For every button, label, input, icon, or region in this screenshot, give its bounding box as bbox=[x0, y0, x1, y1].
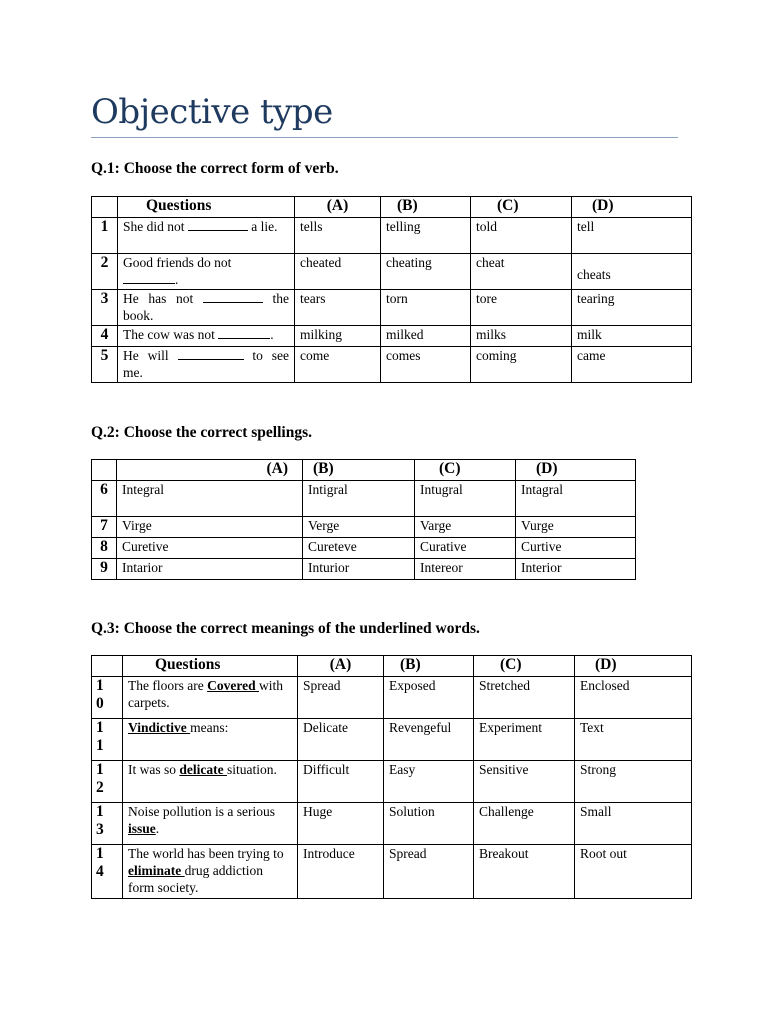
q2-table bbox=[91, 459, 636, 580]
q1-header-num bbox=[92, 197, 118, 218]
answer-blank bbox=[203, 290, 263, 303]
question-number-digit: 1 bbox=[96, 677, 104, 694]
option-a: tears bbox=[295, 290, 381, 326]
question-number: 5 bbox=[92, 347, 118, 383]
option-c: Varge bbox=[415, 517, 516, 538]
underlined-word: issue bbox=[128, 821, 156, 836]
q1-header-d: (D) bbox=[572, 197, 692, 218]
question-text-post: . bbox=[175, 272, 179, 287]
option-a: come bbox=[295, 347, 381, 383]
question-number: 6 bbox=[92, 481, 117, 517]
answer-blank bbox=[178, 347, 244, 360]
q3-row bbox=[92, 845, 692, 899]
option-d: came bbox=[572, 347, 692, 383]
q3-row bbox=[92, 803, 692, 845]
option-a: Virge bbox=[117, 517, 303, 538]
option-c: Breakout bbox=[474, 845, 575, 899]
q1-row bbox=[92, 218, 692, 254]
q1-header-a: (A) bbox=[295, 197, 381, 218]
option-d: Interior bbox=[516, 559, 636, 580]
option-b: Verge bbox=[303, 517, 415, 538]
question-text-post: with carpets. bbox=[128, 678, 283, 710]
q1-header-c: (C) bbox=[471, 197, 572, 218]
question-number: 2 bbox=[92, 254, 118, 290]
underlined-word: Vindictive bbox=[128, 720, 191, 735]
question-text bbox=[123, 677, 298, 719]
question-number-digit: 3 bbox=[96, 821, 104, 838]
question-number: 9 bbox=[92, 559, 117, 580]
option-d: Strong bbox=[575, 761, 692, 803]
option-a: milking bbox=[295, 326, 381, 347]
q1-heading: Q.1: Choose the correct form of verb. bbox=[91, 160, 339, 177]
option-c: Intugral bbox=[415, 481, 516, 517]
question-text-pre: She did not bbox=[123, 219, 188, 234]
option-c: cheat bbox=[471, 254, 572, 290]
question-text bbox=[123, 719, 298, 761]
option-c: milks bbox=[471, 326, 572, 347]
option-c: Sensitive bbox=[474, 761, 575, 803]
q2-header-num bbox=[92, 460, 117, 481]
option-d: Root out bbox=[575, 845, 692, 899]
question-number-digit: 2 bbox=[96, 779, 104, 796]
option-d bbox=[572, 254, 692, 290]
underlined-word: Covered bbox=[207, 678, 259, 693]
question-text-pre: Good friends do not bbox=[123, 255, 232, 270]
option-b: Revengeful bbox=[384, 719, 474, 761]
question-number bbox=[92, 845, 123, 899]
option-c: Curative bbox=[415, 538, 516, 559]
underlined-word: delicate bbox=[179, 762, 227, 777]
question-text-post: drug addiction form society. bbox=[128, 863, 263, 895]
option-a: tells bbox=[295, 218, 381, 254]
option-d: Intagral bbox=[516, 481, 636, 517]
option-d: milk bbox=[572, 326, 692, 347]
option-b: Intigral bbox=[303, 481, 415, 517]
option-a: Intarior bbox=[117, 559, 303, 580]
option-a: Difficult bbox=[298, 761, 384, 803]
q1-table bbox=[91, 196, 692, 383]
question-number: 3 bbox=[92, 290, 118, 326]
question-number: 7 bbox=[92, 517, 117, 538]
option-b: milked bbox=[381, 326, 471, 347]
question-text-pre: The cow was not bbox=[123, 327, 219, 342]
question-text bbox=[118, 254, 295, 290]
option-b: comes bbox=[381, 347, 471, 383]
question-text bbox=[123, 761, 298, 803]
q3-header-row bbox=[92, 656, 692, 677]
question-text-pre: He has not bbox=[123, 291, 203, 306]
q1-header-questions: Questions bbox=[118, 197, 295, 218]
option-b: torn bbox=[381, 290, 471, 326]
option-c: Experiment bbox=[474, 719, 575, 761]
question-text-pre: The floors are bbox=[128, 678, 208, 693]
option-b: Exposed bbox=[384, 677, 474, 719]
q2-row bbox=[92, 559, 636, 580]
q1-row bbox=[92, 326, 692, 347]
q3-header-a: (A) bbox=[298, 656, 384, 677]
question-number-digit: 1 bbox=[96, 761, 104, 778]
question-text-pre: It was so bbox=[128, 762, 180, 777]
question-number-digit: 0 bbox=[96, 695, 104, 712]
q2-header-b: (B) bbox=[303, 460, 415, 481]
q3-row bbox=[92, 761, 692, 803]
q3-header-questions: Questions bbox=[123, 656, 298, 677]
option-d: Enclosed bbox=[575, 677, 692, 719]
option-b: Solution bbox=[384, 803, 474, 845]
option-a: Integral bbox=[117, 481, 303, 517]
question-text bbox=[123, 803, 298, 845]
question-number: 8 bbox=[92, 538, 117, 559]
option-a: Introduce bbox=[298, 845, 384, 899]
question-text-post: situation. bbox=[226, 762, 277, 777]
question-text-pre: The world has been trying to bbox=[128, 846, 284, 861]
question-text-post: . bbox=[155, 821, 160, 836]
question-text bbox=[118, 347, 295, 383]
answer-blank bbox=[218, 326, 270, 339]
q1-header-row bbox=[92, 197, 692, 218]
q2-row bbox=[92, 538, 636, 559]
question-number: 4 bbox=[92, 326, 118, 347]
option-d: Text bbox=[575, 719, 692, 761]
option-a: Huge bbox=[298, 803, 384, 845]
q3-header-num bbox=[92, 656, 123, 677]
option-d: Vurge bbox=[516, 517, 636, 538]
q2-header-d: (D) bbox=[516, 460, 636, 481]
q3-header-d: (D) bbox=[575, 656, 692, 677]
q3-header-b: (B) bbox=[384, 656, 474, 677]
option-c: Challenge bbox=[474, 803, 575, 845]
option-c: Intereor bbox=[415, 559, 516, 580]
question-number bbox=[92, 803, 123, 845]
answer-blank bbox=[188, 218, 248, 231]
option-b: telling bbox=[381, 218, 471, 254]
question-number bbox=[92, 677, 123, 719]
q3-row bbox=[92, 677, 692, 719]
q2-header-row bbox=[92, 460, 636, 481]
question-text-post: means: bbox=[190, 720, 229, 735]
question-text-pre: He will bbox=[123, 348, 178, 363]
q2-row bbox=[92, 517, 636, 538]
q3-heading: Q.3: Choose the correct meanings of the underlined words. bbox=[91, 620, 480, 637]
q3-row bbox=[92, 719, 692, 761]
option-d: tell bbox=[572, 218, 692, 254]
question-text-pre: Noise pollution is a serious bbox=[128, 804, 275, 819]
question-text bbox=[118, 290, 295, 326]
q2-header-a: (A) bbox=[117, 460, 303, 481]
q1-row bbox=[92, 347, 692, 383]
option-a: cheated bbox=[295, 254, 381, 290]
q1-row bbox=[92, 290, 692, 326]
answer-blank bbox=[123, 271, 175, 284]
question-text bbox=[118, 218, 295, 254]
q3-header-c: (C) bbox=[474, 656, 575, 677]
option-c: coming bbox=[471, 347, 572, 383]
option-d-text: cheats bbox=[577, 267, 611, 282]
option-b: cheating bbox=[381, 254, 471, 290]
option-c: Stretched bbox=[474, 677, 575, 719]
q1-row bbox=[92, 254, 692, 290]
title-underline bbox=[91, 137, 678, 138]
question-text-post: to see me. bbox=[123, 348, 289, 380]
q2-header-c: (C) bbox=[415, 460, 516, 481]
underlined-word: eliminate bbox=[128, 863, 185, 878]
question-number: 1 bbox=[92, 218, 118, 254]
option-d: Small bbox=[575, 803, 692, 845]
q2-heading: Q.2: Choose the correct spellings. bbox=[91, 424, 312, 441]
option-b: Spread bbox=[384, 845, 474, 899]
option-b: Easy bbox=[384, 761, 474, 803]
question-text bbox=[118, 326, 295, 347]
option-c: tore bbox=[471, 290, 572, 326]
question-number-digit: 1 bbox=[96, 737, 104, 754]
option-a: Curetive bbox=[117, 538, 303, 559]
question-number-digit: 1 bbox=[96, 803, 104, 820]
option-b: Inturior bbox=[303, 559, 415, 580]
option-b: Cureteve bbox=[303, 538, 415, 559]
question-number bbox=[92, 761, 123, 803]
option-d: Curtive bbox=[516, 538, 636, 559]
q1-header-b: (B) bbox=[381, 197, 471, 218]
q2-row bbox=[92, 481, 636, 517]
question-text-post: . bbox=[270, 327, 274, 342]
question-number-digit: 1 bbox=[96, 845, 104, 862]
question-text-post: a lie. bbox=[247, 219, 278, 234]
option-a: Spread bbox=[298, 677, 384, 719]
question-number-digit: 1 bbox=[96, 719, 104, 736]
page-title: Objective type bbox=[91, 92, 333, 132]
question-text-post: the book. bbox=[123, 291, 289, 323]
option-a: Delicate bbox=[298, 719, 384, 761]
question-text bbox=[123, 845, 298, 899]
question-number-digit: 4 bbox=[96, 863, 104, 880]
option-d: tearing bbox=[572, 290, 692, 326]
q3-table bbox=[91, 655, 692, 899]
option-c: told bbox=[471, 218, 572, 254]
question-number bbox=[92, 719, 123, 761]
